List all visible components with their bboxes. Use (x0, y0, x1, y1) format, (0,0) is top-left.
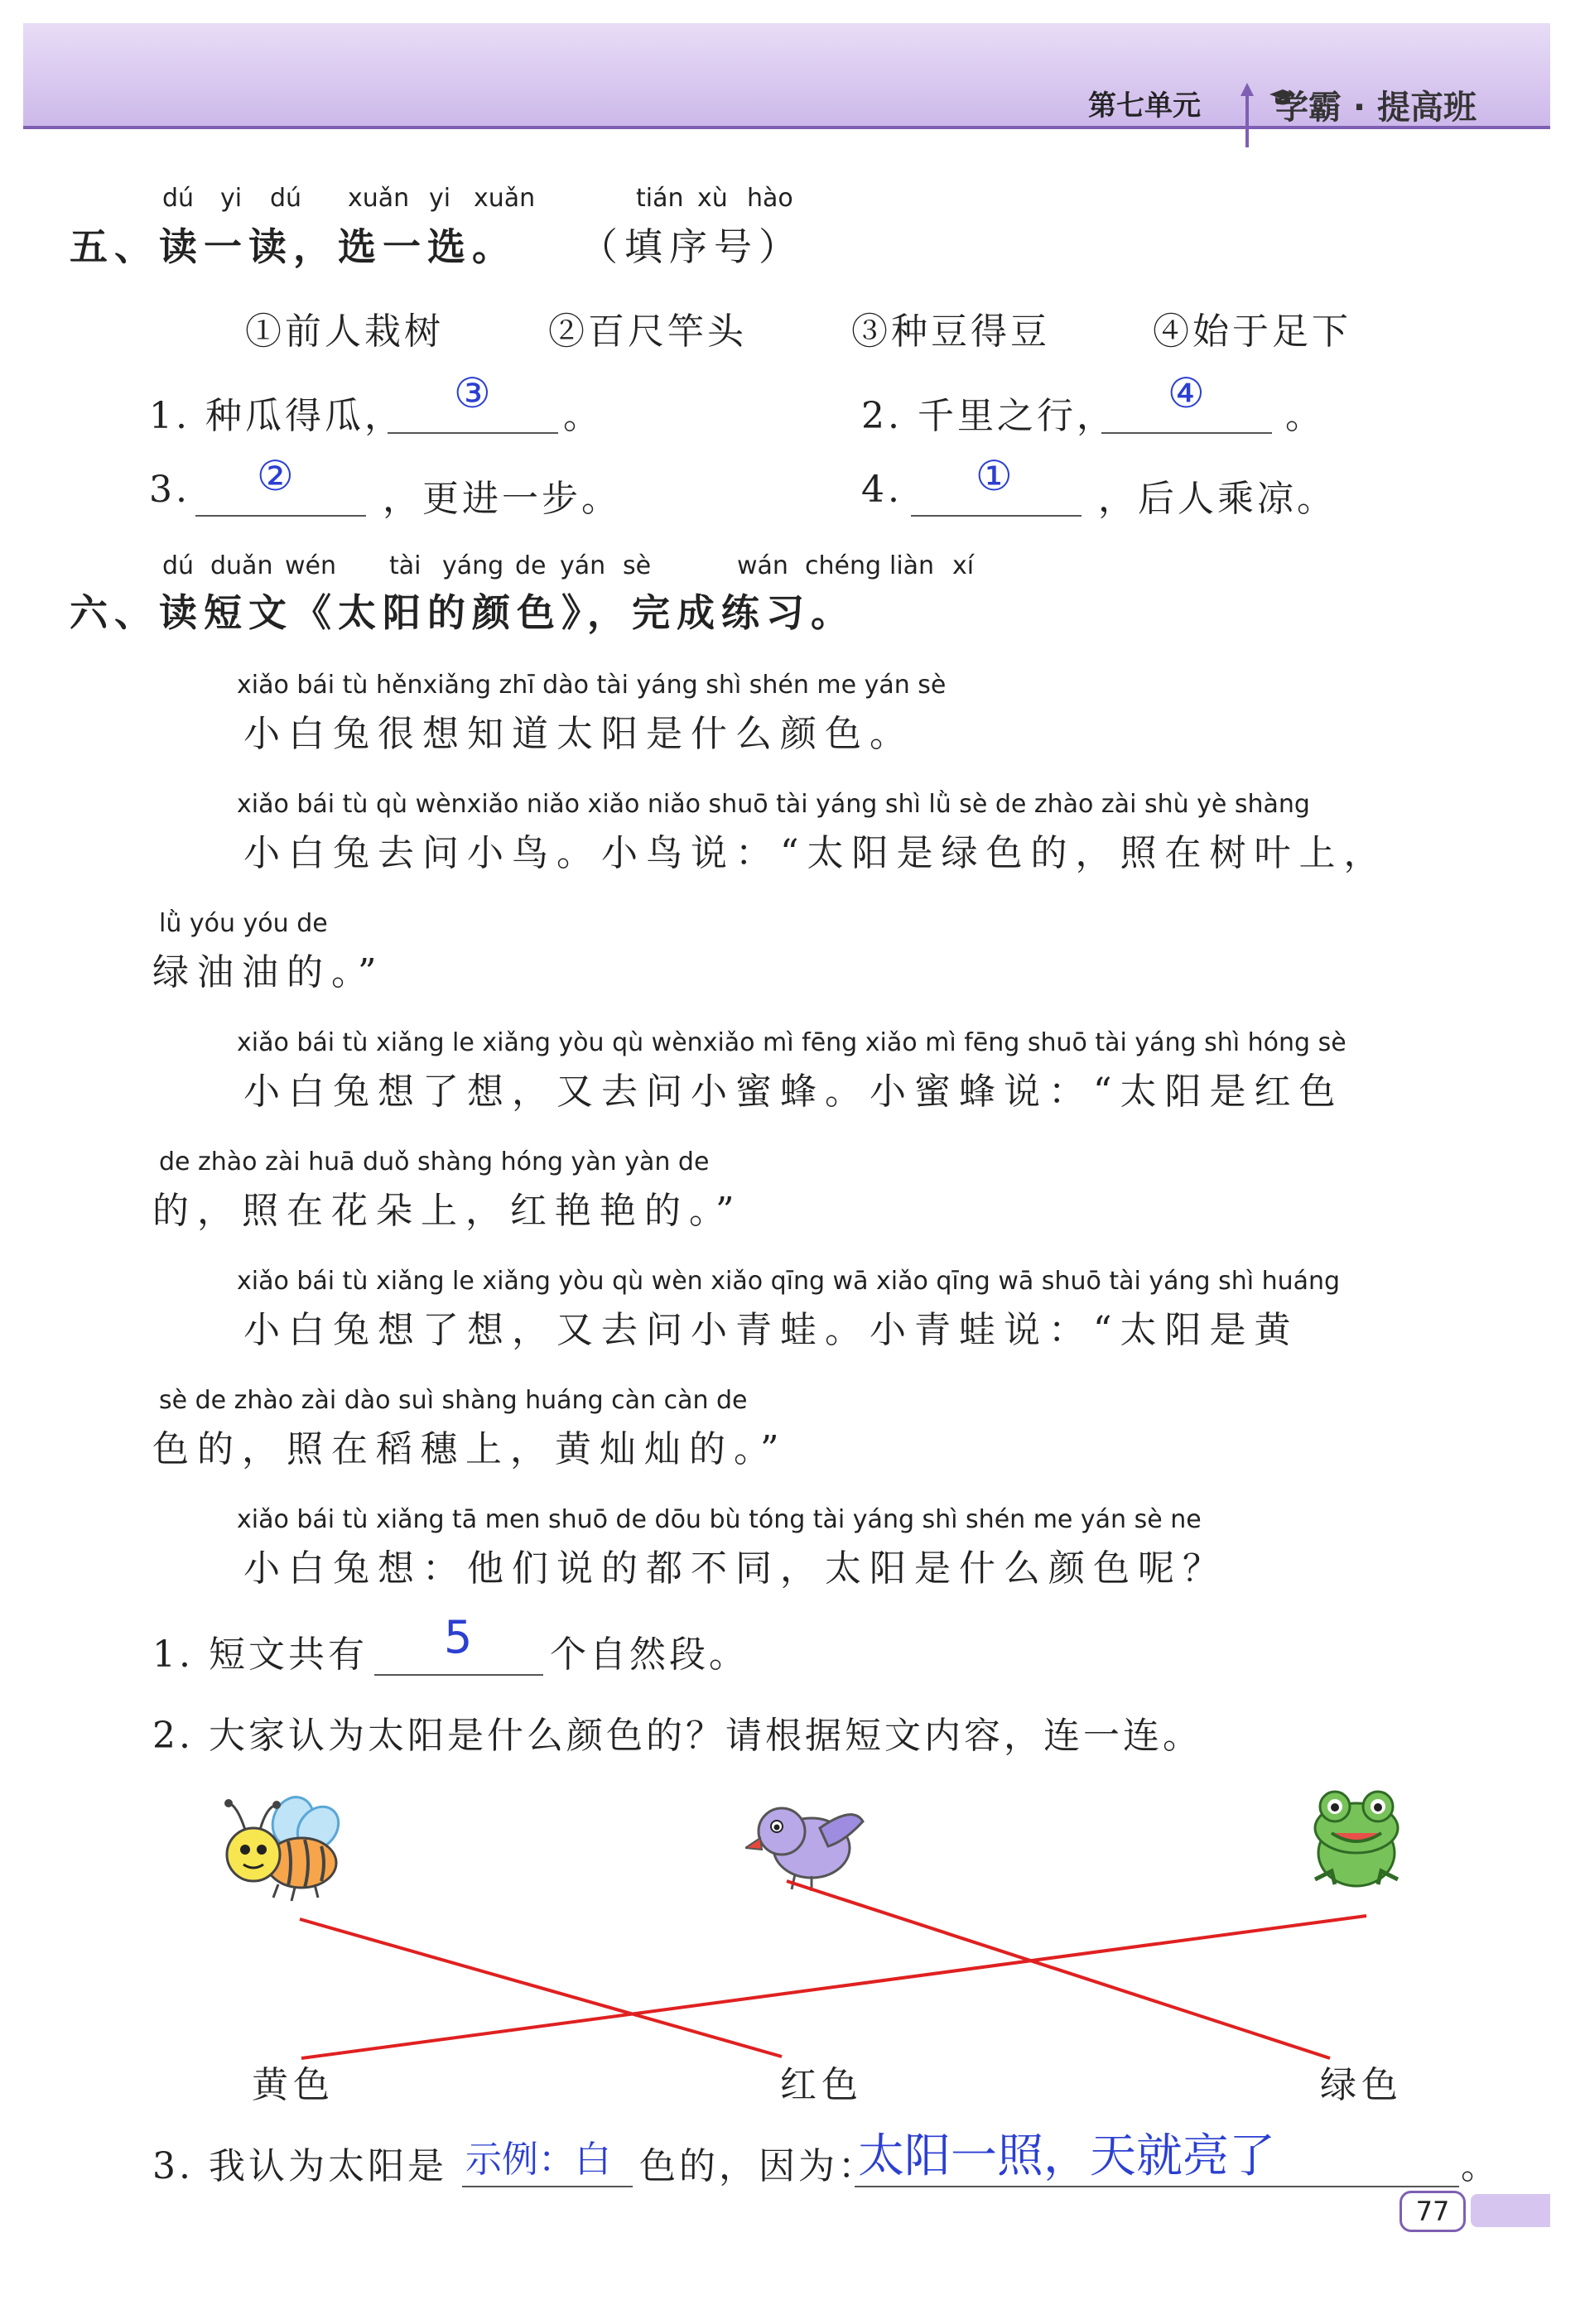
question-text: ，后人乘凉。 (1098, 478, 1337, 520)
section-title: 五、读一读，选一选。 (70, 224, 517, 269)
section-title-note: （填序号） (580, 224, 803, 269)
passage-line: 色的，照在稻穗上，黄灿灿的。” (152, 1428, 788, 1470)
passage-pinyin: xiǎo bái tù xiǎng le xiǎng yòu qù wènxiǎo mì fēng xiǎo mì fēng shuō tài yáng shì hóng sè (237, 1028, 1347, 1057)
passage-pinyin: lǜ yóu yóu de (159, 909, 328, 938)
match-line-bee-red (300, 1919, 782, 2057)
question-text: 3. 我认为太阳是 (152, 2145, 447, 2187)
question-text: 3. (149, 469, 190, 511)
pinyin: yáng (442, 551, 504, 580)
handwritten-answer: 示例：白 (465, 2139, 611, 2181)
pinyin: xù (697, 184, 728, 213)
question-text: 4. (861, 469, 903, 511)
pinyin: chéng (805, 551, 882, 580)
match-label: 黄色 (252, 2064, 335, 2106)
handwritten-answer: 太阳一照，天就亮了 (858, 2129, 1275, 2183)
question-text: 。 (1461, 2145, 1501, 2187)
passage-line: 小白兔想了想，又去问小青蛙。小青蛙说：“太阳是黄 (243, 1309, 1299, 1351)
match-label: 绿色 (1320, 2064, 1403, 2106)
pinyin: duǎn (210, 551, 273, 580)
passage-line: 绿油油的。” (152, 951, 385, 994)
question-text: 个自然段。 (550, 1634, 749, 1676)
question-text: 2. 大家认为太阳是什么颜色的？请根据短文内容，连一连。 (152, 1715, 1202, 1757)
option: ④始于足下 (1153, 310, 1351, 353)
pinyin: yán (560, 551, 606, 580)
pinyin: sè (623, 551, 652, 580)
section-title: 六、读短文《太阳的颜色》，完成练习。 (70, 590, 855, 635)
passage-line: 小白兔很想知道太阳是什么颜色。 (243, 713, 914, 755)
passage-line: 小白兔去问小鸟。小鸟说：“太阳是绿色的，照在树叶上， (243, 832, 1389, 874)
pinyin: xuǎn (348, 184, 410, 213)
match-line-frog-yellow (301, 1916, 1366, 2058)
passage-pinyin: xiǎo bái tù hěnxiǎng zhī dào tài yáng shì shén me yán sè (237, 671, 947, 700)
pinyin: dú (162, 184, 195, 213)
option: ②百尺竿头 (548, 310, 747, 353)
passage-pinyin: xiǎo bái tù qù wènxiǎo niǎo xiǎo niǎo shuō tài yáng shì lǜ sè de zhào zài shù yè shàng (237, 790, 1310, 819)
handwritten-answer: ③ (454, 369, 491, 417)
pinyin: xuǎn (474, 184, 536, 213)
answer-blank (462, 2186, 633, 2187)
passage-pinyin: xiǎo bái tù xiǎng tā men shuō de dōu bù tóng tài yáng shì shén me yán sè ne (237, 1505, 1202, 1534)
pinyin: de (515, 551, 547, 580)
question-text: 。 (563, 395, 603, 437)
pinyin: liàn (889, 551, 935, 580)
answer-blank (855, 2186, 1459, 2187)
passage-line: 小白兔想了想，又去问小蜜蜂。小蜜蜂说：“太阳是红色 (243, 1071, 1344, 1113)
pinyin: yi (220, 184, 243, 213)
pinyin: tài (389, 551, 422, 580)
question-text: 2. 千里之行， (861, 395, 1116, 437)
question-text: 1. 种瓜得瓜， (149, 395, 404, 437)
pinyin: tián (636, 184, 684, 213)
unit-label: 第七单元 (1088, 89, 1201, 123)
question-text: ，更进一步。 (383, 478, 621, 520)
option: ①前人栽树 (245, 310, 444, 353)
page-tab-decoration (1471, 2194, 1550, 2227)
question-text: 色的，因为： (639, 2145, 878, 2187)
passage-pinyin: xiǎo bái tù xiǎng le xiǎng yòu qù wèn xiǎo qīng wā xiǎo qīng wā shuō tài yáng shì huáng (237, 1267, 1341, 1296)
page-number: 77 (1400, 2191, 1466, 2232)
handwritten-answer: ② (257, 452, 294, 500)
passage-line: 小白兔想：他们说的都不同，太阳是什么颜色呢？ (243, 1547, 1227, 1590)
pinyin: wén (285, 551, 337, 580)
pinyin: wán (737, 551, 788, 580)
question-text: 1. 短文共有 (152, 1634, 368, 1676)
question-text: 。 (1285, 395, 1325, 437)
passage-pinyin: de zhào zài huā duǒ shàng hóng yàn yàn de (159, 1148, 710, 1176)
passage-pinyin: sè de zhào zài dào suì shàng huáng càn càn de (159, 1386, 748, 1415)
option: ③种豆得豆 (851, 310, 1050, 353)
handwritten-answer: ④ (1168, 369, 1205, 417)
handwritten-answer: 5 (444, 1611, 473, 1663)
pinyin: hào (747, 184, 793, 213)
pinyin: dú (270, 184, 302, 213)
passage-line: 的，照在花朵上，红艳艳的。” (152, 1190, 743, 1232)
brand-label: 学霸 · 提高班 (1275, 89, 1477, 127)
handwritten-answer: ① (976, 452, 1013, 500)
match-line-bird-green (787, 1881, 1330, 2058)
pinyin: yi (429, 184, 451, 213)
pinyin: xí (952, 551, 975, 580)
pinyin: dú (162, 551, 195, 580)
match-label: 红色 (780, 2064, 863, 2106)
